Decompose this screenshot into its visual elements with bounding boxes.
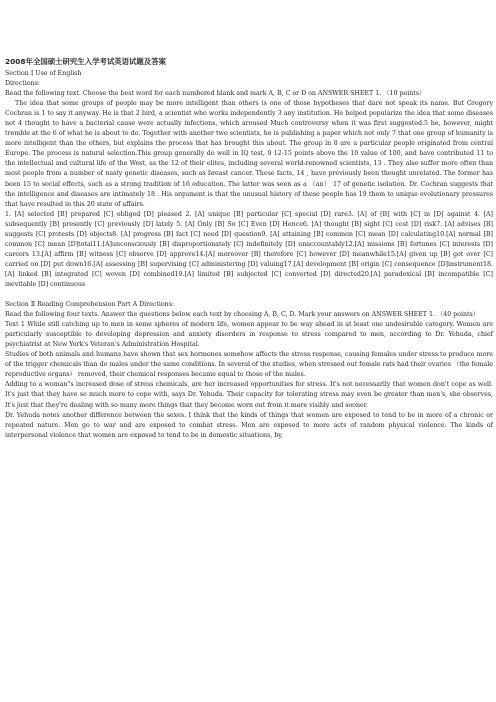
section-gap [5,290,496,300]
cloze-passage: The idea that some groups of people may be more intelligent than others is one of those hypotheses that dare not speak its name. But Gregory Cochran is 1 to say it anyway. He is that 2 bird, a scientist who works independently 3 any institution. He helped popularize the idea that some diseases not 4 thought to have a bacterial cause were actually infections, which aroused Much controversy when it was first suggested.5 he, however, might tremble at the 6 of what he is about to do. Together with another two scientists, he is publishing a paper which not only 7 that one group of humanity is more intelligent than the others, but explains the process that has brought this about. The group in 8 are a particular people originated from central Europe. The process is natural selection.This group generally do well in IQ test, 9 12-15 points above the 10 value of 100, and have contributed 11 to the intellectual and cultural life of the West, as the 12 of their elites, including several world-renowned scientists, 13 . They also suffer more often than most people from a number of nasty genetic diseases, such as breast cancer. These facts, 14 , have previously been thought unrelated. The former has been 15 to social effects, such as a strong tradition of 16 education. The latter was seen as a （an） 17 of genetic isolation. Dr. Cochran suggests that the intelligence and diseases are intimately 18 . His argument is that the unusual history of these people has 19 them to unique evolutionary pressures that have resulted in this 20 state of affairs. [5,100,493,208]
text-1-paragraph-3: Adding to a woman"s increased dose of stress chemicals, are her increased opportunities for stress. It's not necessarily that women don't cope as well. It's just that they have so much more to cope with, says Dr. Yehuda. Their capacity for tolerating stress may even be greater than men's, she observes, It's just that they're dealing with so many more things that they become worn out from it more visibly and sooner. [5,381,493,409]
directions-paragraph-1: Read the following text. Choose the best word for each numbered blank and mark A, B, C or D on ANSWER SHEET 1. （10 points） [5,90,426,98]
section-1-heading: Section Ⅰ Use of English [5,70,82,77]
cloze-options: 1. [A] selected [B] prepared [C] obliged [D] pleased 2. [A] unique [B] particular [C] special [D] rare3. [A] of [B] with [C] in [D] against 4. [A] subsequently [B] presently [C] previously [D] lately 5. [A] Only [B] So [C] Even [D] Hence6. [A] thought [B] sight [C] cost [D] risk7. [A] advises [B] suggests [C] protests [D] objects8. [A] progress [B] fact [C] need [D] question9. [A] attaining [B] common [C] mean [D] calculating10.[A] normal [B] common [C] mean [D]total11.[A]unconsciously [B] disproportionately [C] indefinitely [D] unaccountably12.[A] missions [B] fortunes [C] interests [D] careers 13.[A] affirm [B] witness [C] observe [D] approve14.[A] moreover [B] therefore [C] however [D] meanwhile15.[A] given up [B] got over [C] carried on [D] put down16.[A] assessing [B] supervising [C] administering [D] valuing17.[A] development [B] origin [C] consequence [D]instrument18.[A] linked [B] integrated [C] woven [D] combined19.[A] limited [B] subjected [C] converted [D] directed20.[A] paradoxical [B] incompatible [C] inevitable [D] continuous [5,210,493,288]
section-2-heading: Section Ⅱ Reading Comprehension Part A Directions: [5,301,175,309]
document-title: 2008年全国硕士研究生入学考试英语试题及答案 [5,57,166,66]
text-1-paragraph-2: Studies of both animals and humans have shown that sex hormones somehow affects the stress response, causing females under stress to produce more of the trigger chemicals than do males under the same conditions. In several of the studies, when stressed out female rats had their ovaries （the female reproductive organs） removed, their chemical responses became equal to those of the males. [5,351,493,379]
text-1-paragraph-1: Text 1 While still catching up to men in some spheres of modern life, women appear to be way ahead in at least one undesirable category. Women are particularly susceptible to developing depression and anxiety disorders in response to stress compared to men, according to Dr. Yehuda, chief psychiatrist at New York's Veteran's Administration Hospital. [5,321,493,349]
text-1-paragraph-4: Dr. Yehuda notes another difference between the sexes. I think that the kinds of things that women are exposed to tend to be in more of a chronic or repeated nature. Men go to war and are exposed to combat stress. Men are exposed to more acts of random physical violence. The kinds of interpersonal violence that women are exposed to tend to be in domestic situations, by, [5,411,493,439]
directions-paragraph-2: Read the following four texts. Answer the questions below each text by choosing A, B, C, D. Mark your answers on ANSWER SHEET 1. （40 points） [5,311,480,319]
directions-label: Directions: [5,80,40,88]
